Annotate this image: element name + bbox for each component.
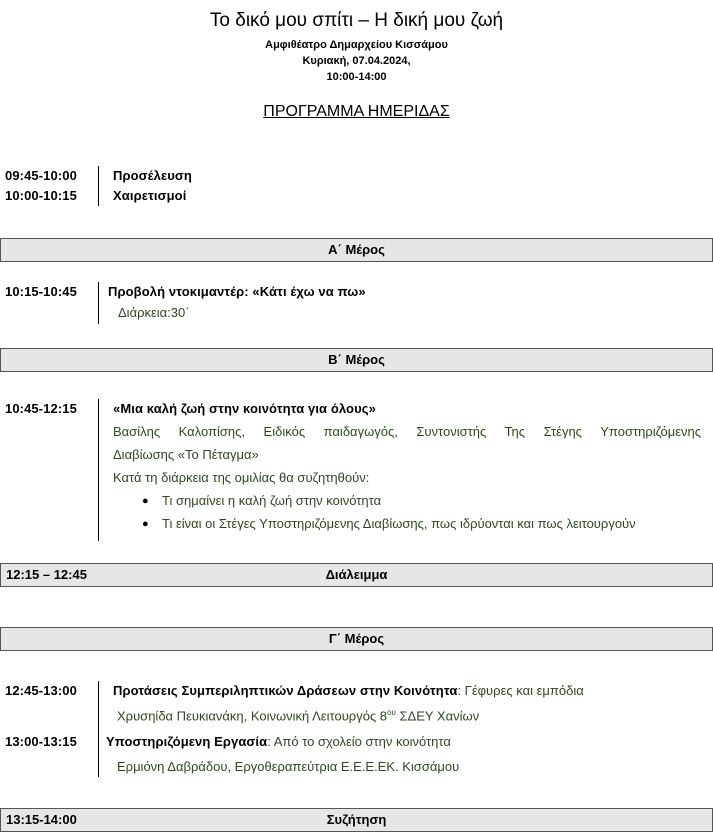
bullet-dot-icon: ●: [142, 518, 149, 530]
part-b-discussion-intro: Κατά τη διάρκεια της ομιλίας θα συζητηθούν:: [113, 470, 370, 485]
part-a-band: [0, 238, 713, 262]
event-hours: 10:00-14:00: [326, 71, 387, 83]
intro-time-1: 09:45-10:00: [5, 168, 77, 183]
part-b-time: 10:45-12:15: [5, 401, 77, 416]
part-c-talk2-speaker: Ερμιόνη Δαβράδου, Εργοθεραπεύτρια Ε.Ε.Ε.ΕΚ. Κισσάμου: [117, 759, 460, 774]
part-c-talk1-speaker-sup: ου: [387, 708, 396, 717]
break-band: [0, 563, 713, 587]
part-a-duration: Διάρκεια:30΄: [118, 305, 190, 320]
bullet-dot-icon: ●: [142, 495, 149, 507]
part-b-speaker-line2: Διαβίωσης «Το Πέταγμα»: [113, 447, 259, 462]
event-venue: Αμφιθέατρο Δημαρχείου Κισσάμου: [265, 39, 448, 51]
part-c-talk2-heading: [106, 734, 451, 749]
part-c-talk1-time: 12:45-13:00: [5, 683, 77, 698]
part-b-bullet-2: Τι είναι οι Στέγες Υποστηριζόμενης Διαβίωσης, πως ιδρύονται και πως λειτουργούν: [162, 516, 636, 531]
part-c-label: Γ΄ Μέρος: [328, 631, 385, 646]
part-c-talk1-speaker: [117, 708, 479, 723]
discussion-band: [0, 808, 713, 832]
part-c-talk1-speaker-org: ΣΔΕΥ Χανίων: [395, 708, 480, 724]
part-b-bullet-1: Τι σημαίνει η καλή ζωή στην κοινότητα: [162, 493, 382, 508]
break-label: Διάλειμμα: [325, 567, 388, 582]
part-c-band: [0, 627, 713, 651]
part-b-divider: [98, 399, 99, 541]
intro-time-2: 10:00-10:15: [5, 188, 77, 203]
part-a-title: Προβολή ντοκιμαντέρ: «Κάτι έχω να πω»: [108, 284, 366, 299]
program-heading: ΠΡΟΓΡΑΜΜΑ ΗΜΕΡΙΔΑΣ: [263, 103, 450, 120]
break-time: 12:15 – 12:45: [6, 567, 87, 582]
part-a-divider: [98, 282, 99, 324]
part-b-band: [0, 348, 713, 372]
part-c-talk2-title: Υποστηριζόμενη Εργασία: [106, 734, 268, 749]
part-c-talk1-heading: [113, 683, 584, 698]
discussion-time: 13:15-14:00: [6, 812, 77, 827]
part-c-talk1-subtitle: : Γέφυρες και εμπόδια: [457, 683, 584, 698]
part-c-talk2-subtitle: : Από το σχολείο στην κοινότητα: [267, 734, 451, 749]
event-date: Κυριακή, 07.04.2024,: [302, 55, 411, 67]
part-b-title: «Μια καλή ζωή στην κοινότητα για όλους»: [113, 401, 376, 416]
part-c-talk1-title: Προτάσεις Συμπεριληπτικών Δράσεων στην Κοινότητα: [113, 683, 458, 698]
intro-divider: [98, 166, 99, 206]
part-b-speaker-line1: Βασίλης Καλοπίσης, Ειδικός παιδαγωγός, Συντονιστής Της Στέγης Υποστηριζόμενης: [113, 424, 701, 439]
part-c-talk1-speaker-name: Χρυσηίδα Πευκιανάκη, Κοινωνική Λειτουργός 8: [117, 708, 388, 724]
intro-title-2: Χαιρετισμοί: [113, 188, 187, 203]
part-a-time: 10:15-10:45: [5, 284, 77, 299]
event-title: Το δικό μου σπίτι – Η δική μου ζωή: [209, 10, 504, 31]
part-a-label: Α΄ Μέρος: [328, 242, 385, 257]
intro-title-1: Προσέλευση: [113, 168, 192, 183]
part-b-label: Β΄ Μέρος: [328, 352, 385, 367]
part-c-talk2-time: 13:00-13:15: [5, 734, 77, 749]
discussion-label: Συζήτηση: [326, 812, 387, 827]
part-c-divider: [98, 681, 99, 777]
